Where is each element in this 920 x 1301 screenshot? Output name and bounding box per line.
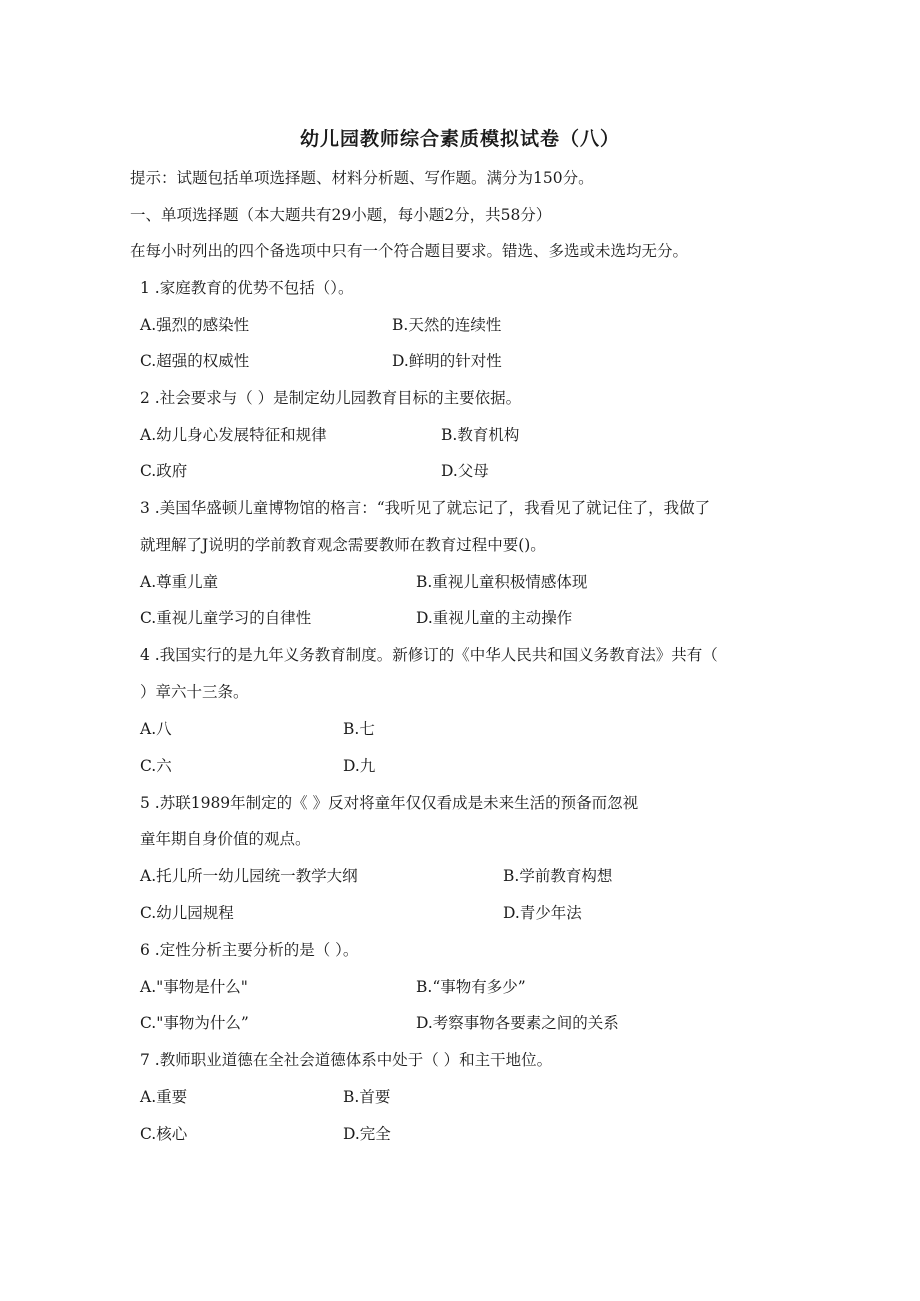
option-c: C.六 [140, 757, 172, 775]
question-stem-continued: 就理解了J说明的学前教育观念需要教师在教育过程中要()。 [140, 536, 546, 554]
question-stem: 3 .美国华盛顿儿童博物馆的格言：“我听见了就忘记了，我看见了就记住了，我做了 [140, 499, 711, 517]
option-d: D.九 [343, 757, 376, 775]
question-stem: 7 .教师职业道德在全社会道德体系中处于（ ）和主干地位。 [140, 1051, 553, 1069]
question-stem: 2 .社会要求与（ ）是制定幼儿园教育目标的主要依据。 [140, 389, 522, 407]
page-title: 幼儿园教师综合素质模拟试卷（八） [299, 128, 620, 150]
option-c: C.政府 [140, 462, 188, 480]
option-d: D.考察事物各要素之间的关系 [416, 1014, 619, 1032]
question-stem: 5 .苏联1989年制定的《 》反对将童年仅仅看成是未来生活的预备而忽视 [140, 794, 639, 812]
question-stem-continued: 童年期自身价值的观点。 [140, 830, 311, 848]
question-stem: 4 .我国实行的是九年义务教育制度。新修订的《中华人民共和国义务教育法》共有（ [140, 646, 718, 664]
question-stem: 6 .定性分析主要分析的是（ ）。 [140, 941, 359, 959]
option-d: D.青少年法 [503, 904, 582, 922]
option-d: D.完全 [343, 1125, 391, 1143]
option-b: B.首要 [343, 1088, 391, 1106]
option-b: B.学前教育构想 [503, 867, 613, 885]
option-b: B.“事物有多少” [416, 978, 526, 996]
option-c: C.重视儿童学习的自律性 [140, 609, 312, 627]
option-a: A.托儿所一幼儿园统一教学大纲 [140, 867, 358, 885]
option-a: A.重要 [140, 1088, 188, 1106]
option-a: A.强烈的感染性 [140, 316, 250, 334]
section-heading: 一、单项选择题（本大题共有29小题，每小题2分，共58分） [130, 206, 552, 224]
section-instruction: 在每小时列出的四个备选项中只有一个符合题目要求。错选、多选或未选均无分。 [130, 242, 689, 260]
option-b: B.教育机构 [441, 426, 520, 444]
exam-hint: 提示：试题包括单项选择题、材料分析题、写作题。满分为150分。 [130, 169, 594, 187]
option-a: A.幼儿身心发展特征和规律 [140, 426, 327, 444]
option-c: C."事物为什么” [140, 1014, 249, 1032]
question-stem-continued: ）章六十三条。 [140, 683, 249, 701]
option-c: C.超强的权威性 [140, 352, 250, 370]
option-d: D.鲜明的针对性 [392, 352, 502, 370]
option-a: A.八 [140, 720, 172, 738]
option-d: D.父母 [441, 462, 489, 480]
question-stem: 1 .家庭教育的优势不包括（）。 [140, 279, 354, 297]
option-b: B.重视儿童积极情感体现 [416, 573, 588, 591]
option-d: D.重视儿童的主动操作 [416, 609, 573, 627]
option-b: B.天然的连续性 [392, 316, 502, 334]
option-c: C.幼儿园规程 [140, 904, 234, 922]
option-b: B.七 [343, 720, 375, 738]
option-a: A.尊重儿童 [140, 573, 219, 591]
option-a: A."事物是什么" [140, 978, 248, 996]
option-c: C.核心 [140, 1125, 188, 1143]
